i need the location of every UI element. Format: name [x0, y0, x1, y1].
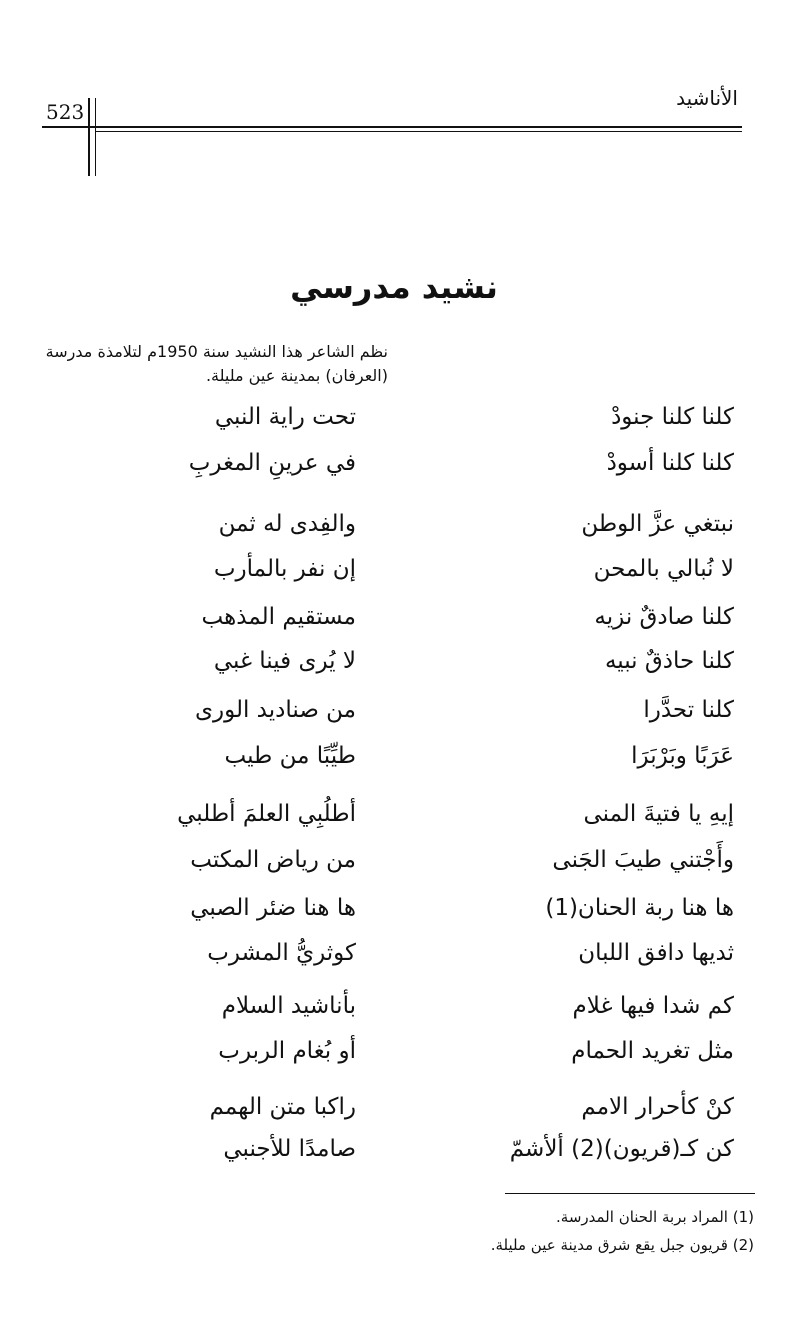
- verse-right-hemistich: إيهِ يا فتيةَ المنى: [583, 801, 734, 827]
- verse-line: [0, 993, 788, 1037]
- verse-right-hemistich: عَرَبًا وبَرْبَرَا: [631, 743, 734, 769]
- verse-right-hemistich: كلنا تحدَّرا: [643, 697, 734, 723]
- verse-right-hemistich: كم شدا فيها غلام: [572, 993, 734, 1019]
- verse-left-hemistich: طيِّبًا من طيب: [224, 743, 356, 769]
- verse-left-hemistich: من رياض المكتب: [190, 847, 356, 873]
- verse-left-hemistich: لا يُرى فينا غبي: [213, 648, 356, 674]
- verse-right-hemistich: نبتغي عزَّ الوطن: [581, 511, 734, 537]
- verse-left-hemistich: ها هنا ضئر الصبي: [190, 895, 356, 921]
- verse-line: [0, 648, 788, 692]
- verse-line: [0, 847, 788, 891]
- verse-right-hemistich: كن كـ(قريون)(2) ألأشمّ: [509, 1136, 734, 1162]
- verse-right-hemistich: وأَجْتني طيبَ الجَنى: [552, 847, 734, 873]
- footnote-1: (1) المراد بربة الحنان المدرسة.: [556, 1208, 754, 1226]
- verse-line: [0, 1038, 788, 1082]
- verse-right-hemistich: لا نُبالي بالمحن: [593, 556, 734, 582]
- verse-left-hemistich: كوثريُّ المشرب: [207, 940, 356, 966]
- verse-line: [0, 801, 788, 845]
- verse-right-hemistich: كلنا كلنا جنودْ: [611, 404, 734, 430]
- intro-note: نظم الشاعر هذا النشيد سنة 1950م لتلامذة مدرسة (العرفان) بمدينة عين مليلة.: [45, 342, 388, 385]
- verse-left-hemistich: أو بُغام الربرب: [218, 1038, 356, 1064]
- footnote-rule: [505, 1193, 755, 1194]
- verse-line: [0, 604, 788, 648]
- verse-left-hemistich: بأناشيد السلام: [221, 993, 356, 1019]
- poem-title: نشيد مدرسي: [290, 268, 498, 306]
- header-vertical-rule-thin: [95, 98, 96, 176]
- verse-right-hemistich: كلنا كلنا أسودْ: [606, 450, 734, 476]
- verse-line: [0, 511, 788, 555]
- verse-line: [0, 743, 788, 787]
- header-vertical-rule: [88, 98, 90, 176]
- verse-line: [0, 404, 788, 448]
- verse-right-hemistich: ها هنا ربة الحنان(1): [545, 895, 734, 921]
- verse-right-hemistich: كلنا حاذقٌ نبيه: [604, 648, 734, 674]
- verse-line: [0, 895, 788, 939]
- verse-line: [0, 556, 788, 600]
- verse-line: [0, 1136, 788, 1180]
- verse-left-hemistich: راكبا متن الهمم: [209, 1094, 356, 1120]
- header-rule: [42, 126, 742, 128]
- verse-line: [0, 940, 788, 984]
- verse-right-hemistich: كنْ كأحرار الامم: [581, 1094, 734, 1120]
- header-rule-thin: [95, 131, 742, 132]
- footnote-2: (2) قريون جبل يقع شرق مدينة عين مليلة.: [490, 1236, 754, 1254]
- verse-left-hemistich: في عرينِ المغربِ: [188, 450, 356, 476]
- verse-line: [0, 1094, 788, 1138]
- verse-right-hemistich: ثديها دافق اللبان: [578, 940, 734, 966]
- verse-left-hemistich: تحت راية النبي: [214, 404, 356, 430]
- verse-left-hemistich: من صناديد الورى: [194, 697, 356, 723]
- verse-left-hemistich: مستقيم المذهب: [201, 604, 356, 630]
- running-head: الأناشيد: [676, 86, 738, 110]
- verse-right-hemistich: كلنا صادقٌ نزيه: [594, 604, 734, 630]
- verse-left-hemistich: إن نفر بالمأرب: [213, 556, 356, 582]
- page-number: 523: [46, 100, 85, 124]
- verse-line: [0, 697, 788, 741]
- verse-left-hemistich: صامدًا للأجنبي: [223, 1136, 356, 1162]
- verse-right-hemistich: مثل تغريد الحمام: [571, 1038, 734, 1064]
- verse-left-hemistich: أطلُبِي العلمَ أطلبي: [177, 801, 356, 827]
- verse-line: [0, 450, 788, 494]
- verse-left-hemistich: والفِدى له ثمن: [218, 511, 356, 537]
